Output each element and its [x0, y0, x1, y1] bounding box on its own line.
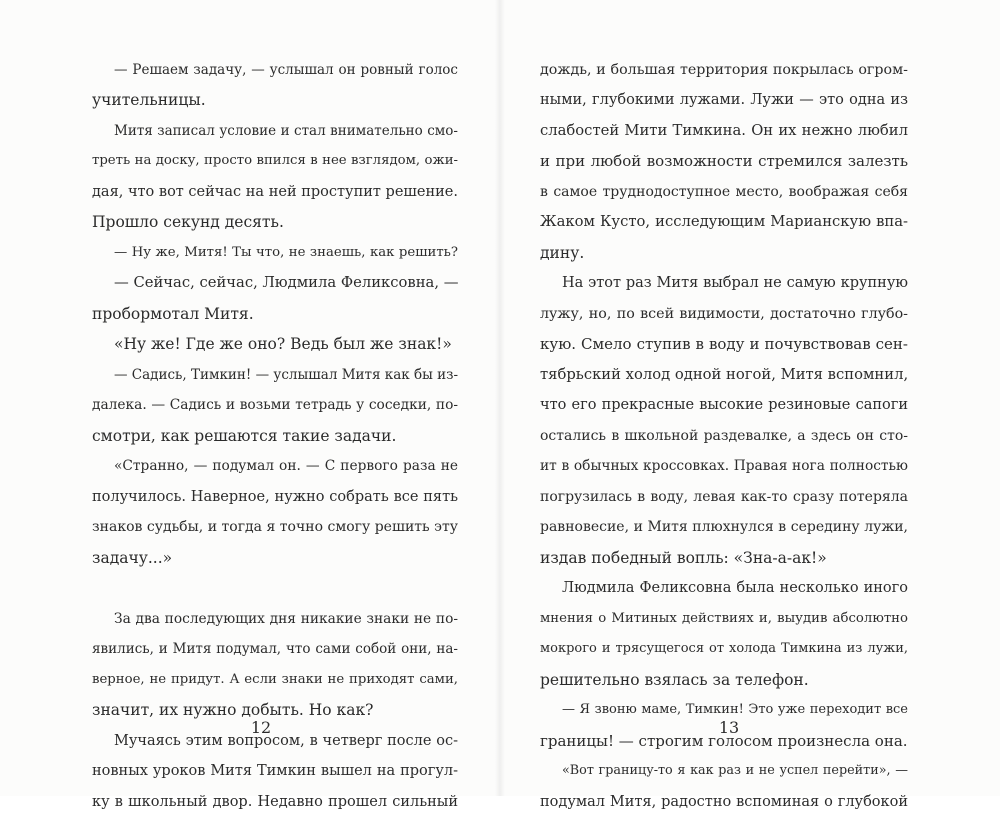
text-line: Прошло секунд десять.	[92, 213, 284, 231]
text-line: подумал Митя, радостно вспоминая о глубокой	[540, 794, 908, 810]
text-line: погрузилась в воду, левая как-то сразу потеряла	[540, 489, 908, 505]
text-line: и при любой возможности стремился залезть	[540, 152, 908, 170]
text-line: далека. — Садись и возьми тетрадь у соседки, по-	[92, 397, 458, 413]
text-line: пробормотал Митя.	[92, 305, 254, 323]
text-line: верное, не придут. А если знаки не приходят сами,	[92, 672, 458, 687]
text-line: учительницы.	[92, 91, 206, 109]
page-number-right: 13	[718, 718, 740, 737]
text-line: равновесие, и Митя плюхнулся в середину лужи,	[540, 519, 908, 535]
text-line: За два последующих дня никакие знаки не по-	[114, 611, 458, 627]
text-line: — Я звоню маме, Тимкин! Это уже переходит все	[562, 702, 908, 717]
text-line: — Решаем задачу, — услышал он ровный голос	[114, 62, 458, 78]
text-line: слабостей Мити Тимкина. Он их нежно любил	[540, 122, 908, 139]
text-line: решительно взялась за телефон.	[540, 671, 809, 689]
text-line: Мучаясь этим вопросом, в четверг после ос-	[114, 733, 458, 749]
text-line: На этот раз Митя выбрал не самую крупную	[562, 275, 908, 291]
page-number-left: 12	[250, 718, 272, 737]
text-line: знаков судьбы, и тогда я точно смогу решить эту	[92, 519, 458, 535]
text-line: дождь, и большая территория покрылась огром-	[540, 62, 908, 78]
text-line: границы! — строгим голосом произнесла она.	[540, 732, 908, 750]
text-line: ными, глубокими лужами. Лужи — это одна из	[540, 92, 908, 108]
text-line: Митя записал условие и стал внимательно смо-	[114, 123, 458, 139]
text-line: мнения о Митиных действиях и, выудив абсолютно	[540, 611, 908, 626]
book-gutter	[495, 0, 505, 796]
text-line: значит, их нужно добыть. Но как?	[92, 701, 374, 719]
text-line: ку в школьный двор. Недавно прошел сильный	[92, 794, 458, 810]
text-line: издав победный вопль: «Зна-а-ак!»	[540, 549, 827, 567]
text-line: тябрьский холод одной ногой, Митя вспомнил,	[540, 366, 909, 383]
text-line: дая, что вот сейчас на ней проступит решение.	[92, 184, 458, 200]
text-line: «Вот границу-то я как раз и не успел перейти», —	[562, 763, 908, 778]
text-line: остались в школьной раздевалке, а здесь он сто-	[540, 428, 908, 444]
text-line: мокрого и трясущегося от холода Тимкина из лужи,	[540, 641, 908, 656]
text-line: лужу, но, по всей видимости, достаточно глубо-	[540, 306, 908, 322]
text-line: треть на доску, просто впился в нее взглядом, ожи-	[92, 153, 458, 168]
text-line: кую. Смело ступив в воду и почувствовав сен-	[540, 335, 908, 353]
text-line: получилось. Наверное, нужно собрать все пять	[92, 489, 458, 505]
text-line: новных уроков Митя Тимкин вышел на прогул-	[92, 763, 458, 779]
text-line: смотри, как решаются такие задачи.	[92, 427, 397, 445]
text-line: Людмила Феликсовна была несколько иного	[562, 580, 908, 596]
text-line: ит в обычных кроссовках. Правая нога полностью	[540, 458, 908, 474]
text-line: что его прекрасные высокие резиновые сапоги	[540, 397, 908, 413]
text-line: — Сейчас, сейчас, Людмила Феликсовна, —	[114, 274, 459, 291]
text-line: дину.	[540, 244, 585, 262]
text-line: Жаком Кусто, исследующим Марианскую впа-	[540, 213, 908, 230]
text-line: — Ну же, Митя! Ты что, не знаешь, как решить?	[114, 245, 458, 260]
text-line: — Садись, Тимкин! — услышал Митя как бы из-	[114, 367, 459, 383]
text-line: «Ну же! Где же оно? Ведь был же знак!»	[114, 335, 452, 353]
text-line: в самое труднодоступное место, воображая себя	[540, 184, 908, 200]
text-line: явились, и Митя подумал, что сами собой они, на-	[92, 641, 458, 657]
text-line: задачу...»	[92, 549, 173, 567]
text-line: «Странно, — подумал он. — С первого раза не	[114, 458, 458, 474]
